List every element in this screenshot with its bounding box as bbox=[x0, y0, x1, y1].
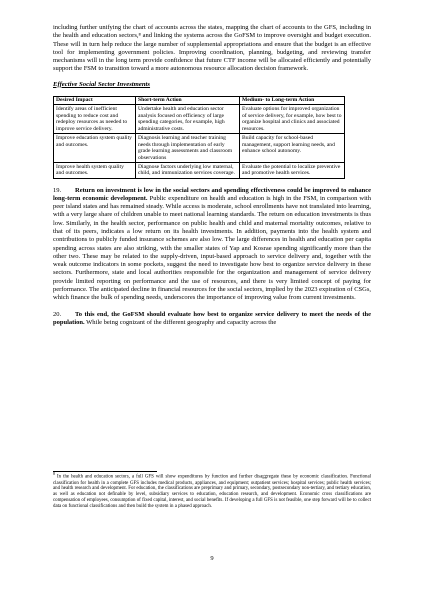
footnote bbox=[53, 471, 371, 510]
table-cell: Undertake health and education sector analysis focused on efficiency of large spending categories, for example, high administrative costs. bbox=[136, 105, 240, 134]
table-cell: Diagnosis learning and teacher training needs through implementation of early grade learning assessments and classroom observations bbox=[136, 134, 240, 163]
table-row bbox=[54, 134, 345, 163]
table-cell: Build capacity for school-based management, support learning needs, and enhance school autonomy. bbox=[240, 134, 345, 163]
paragraph-number: 20. bbox=[53, 310, 62, 318]
footnote-divider bbox=[53, 471, 157, 472]
paragraph-body: Public expenditure on health and education is high in the FSM, in comparison with peer island states and has remained steady. While access is moderate, school enrollments have not translated into learning, with a very large share of children unable to meet national learning standards. The return on education investments is thus low. Similarly, in the health sector, performance on public health and child and maternal mortality outcomes, relative to that of its peers, indicates a low return on its health investments. In addition, payments into the health system and contributions to publicly funded insurance schemes are also low. The large differences in health and education per capita spending across states are also striking, with the smaller states of Yap and Kosrae spending significantly more than the other two. These may be related to the supply-driven, input-based approach to service delivery and, together with the weak outcome indicators in some pockets, suggest the need to investigate how best to organize service delivery in these sectors. Furthermore, state and local authorities responsible for the organization and management of service delivery provide limited reporting on performance and the use of resources, and there is very limited concept of paying for performance. The anticipated decline in financial resources for the social sectors, implied by the 2023 expiration of CSGs, which finance the bulk of spending needs, underscores the importance of improving value from current investments. bbox=[53, 194, 371, 302]
table-cell: Improve health system quality and outcomes. bbox=[54, 163, 136, 178]
paragraph-lead: To this end, the GoFSM should evaluate how best to organize service delivery to meet the needs of the population. bbox=[53, 310, 371, 326]
page-number: 9 bbox=[210, 555, 214, 562]
table-row bbox=[54, 163, 345, 178]
header-medium-long-term-action: Medium- to Long-term Action bbox=[240, 96, 345, 105]
actions-table bbox=[53, 96, 345, 179]
footnote-marker: 8 bbox=[53, 471, 55, 476]
intro-paragraph: including further unifying the chart of accounts across the states, mapping the chart of accounts to the GFS, including in the health and education sectors,⁸ and linking the systems across the GoFSM to improve oversight and budget execution. These will in turn help reduce the large number of supplemental appropriations and ensure that the budget is an effective tool for implementing government policies. Improving coordination, planning, budgeting, and reviewing transfer mechanisms will in the long term provide confidence that future CTF income will be allocated efficiently and potentially support the FSM to transition toward a more autonomous resource allocation decision framework. bbox=[53, 24, 371, 73]
header-desired-impact: Desired Impact bbox=[54, 96, 136, 105]
footnote-text: In the health and education sectors, a full GFS will show expenditures by function and further disaggregate these by economic classification. Functional classification for health in a complete GFS includes medical products, appliances, and equipment; outpatient services; hospital services; public health services; and health research and development. For education, the classifications are preprimary and primary, secondary, postsecondary non-tertiary, and tertiary education, as well as education not definable by level, subsidiary services to education, education research, and development. Economic cross classifications are compensation of employees, consumption of fixed capital, interest, and social benefits. If developing a full GFS is not feasible, one step forward will be to collect data on functional classifications and then build the system in a phased approach. bbox=[53, 474, 371, 510]
paragraph-body: While being cognizant of the different geography and capacity across the bbox=[84, 318, 277, 326]
table-header-row bbox=[54, 96, 345, 105]
header-short-term-action: Short-term Action bbox=[136, 96, 240, 105]
paragraph-20 bbox=[53, 311, 371, 328]
paragraph-number: 19. bbox=[53, 186, 62, 194]
table-cell: Identify areas of inefficient spending to reduce cost and redeploy resources as needed to improve service delivery. bbox=[54, 105, 136, 134]
paragraph-lead: Return on investment is low in the social sectors and spending effectiveness could be improved to enhance long-term economic development. bbox=[53, 186, 371, 202]
table-cell: Diagnose factors underlying low maternal, child, and immunization services coverage. bbox=[136, 163, 240, 178]
table-cell: Evaluate the potential to localize preventive and promotive health services. bbox=[240, 163, 345, 178]
paragraph-19 bbox=[53, 187, 371, 303]
table-row bbox=[54, 105, 345, 134]
document-body bbox=[53, 24, 371, 327]
table-cell: Evaluate options for improved organization of service delivery, for example, how best to organize hospital and clinics and associated resources. bbox=[240, 105, 345, 134]
table-cell: Improve education system quality and outcomes. bbox=[54, 134, 136, 163]
section-heading: Effective Social Sector Investments bbox=[53, 80, 151, 88]
